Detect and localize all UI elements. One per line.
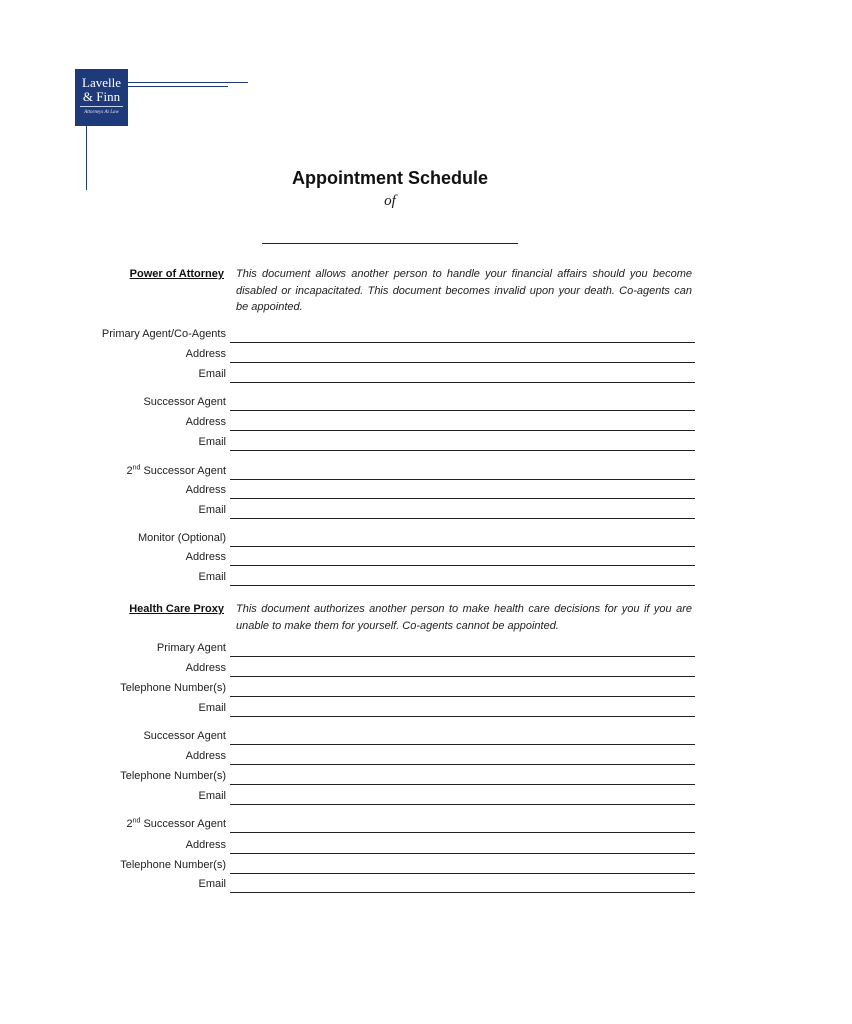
field-input-line[interactable]	[230, 450, 695, 451]
field-label-text: Email	[198, 504, 226, 516]
field-label	[40, 436, 226, 449]
field-label	[40, 551, 226, 564]
field-label	[40, 532, 226, 545]
page-title: Appointment Schedule	[291, 168, 488, 188]
field-label	[40, 571, 226, 584]
field-label-text: Email	[198, 878, 226, 890]
field-label	[40, 484, 226, 497]
field-label	[40, 465, 226, 478]
field-input-line[interactable]	[230, 546, 695, 547]
field-label	[40, 839, 226, 852]
field-label	[40, 818, 226, 831]
field-label	[40, 750, 226, 763]
field-input-line[interactable]	[230, 382, 695, 383]
field-label	[40, 662, 226, 675]
field-label	[40, 878, 226, 891]
field-label-text: Successor Agent	[140, 465, 226, 477]
field-label-text: Address	[185, 551, 226, 563]
field-input-line[interactable]	[230, 362, 695, 363]
field-label-text: Successor Agent	[143, 730, 226, 742]
field-label-ordinal-suffix: nd	[132, 464, 141, 472]
field-input-line[interactable]	[230, 696, 695, 697]
field-label-text: Telephone Number(s)	[120, 770, 226, 782]
field-input-line[interactable]	[230, 430, 695, 431]
header-rule-secondary	[128, 86, 228, 87]
field-input-line[interactable]	[230, 716, 695, 717]
field-label	[40, 642, 226, 655]
field-input-line[interactable]	[230, 784, 695, 785]
field-label	[40, 770, 226, 783]
field-label	[40, 790, 226, 803]
field-label	[40, 682, 226, 695]
field-input-line[interactable]	[230, 676, 695, 677]
field-label-text: Address	[185, 484, 226, 496]
field-label-text: Email	[198, 436, 226, 448]
section-description-power-of-attorney: This document allows another person to handle your financial affairs should you become disabled or incapacitated. This document becomes invalid upon your death. Co-agents can be appointed.	[236, 268, 692, 313]
field-label	[40, 328, 226, 341]
field-label-text: Email	[198, 790, 226, 802]
field-label	[40, 416, 226, 429]
field-input-line[interactable]	[230, 410, 695, 411]
field-label-text: Email	[198, 368, 226, 380]
header-rule	[128, 82, 248, 83]
firm-logo	[75, 69, 128, 126]
field-input-line[interactable]	[230, 853, 695, 854]
field-input-line[interactable]	[230, 892, 695, 893]
field-label-text: Address	[185, 839, 226, 851]
field-input-line[interactable]	[230, 832, 695, 833]
field-label-text: Monitor (Optional)	[137, 532, 226, 544]
section-description-health-care-proxy: This document authorizes another person to make health care decisions for you if you are unable to make them for yourself. Co-agents cannot be appointed.	[236, 603, 692, 632]
logo-text-line2: & Finn	[82, 89, 121, 104]
field-label-text: Address	[185, 750, 226, 762]
page-subtitle: of	[384, 193, 396, 209]
field-label-text: Successor Agent	[143, 396, 226, 408]
field-label	[40, 702, 226, 715]
field-input-line[interactable]	[230, 565, 695, 566]
field-input-line[interactable]	[230, 342, 695, 343]
field-label-text: Address	[185, 416, 226, 428]
field-input-line[interactable]	[230, 585, 695, 586]
logo-divider	[80, 106, 123, 107]
field-label-text: Email	[198, 702, 226, 714]
field-input-line[interactable]	[230, 656, 695, 657]
field-label	[40, 396, 226, 409]
field-label-text: Telephone Number(s)	[120, 859, 226, 871]
client-name-line[interactable]	[262, 243, 518, 244]
logo-text-line1: Lavelle	[82, 75, 121, 90]
field-input-line[interactable]	[230, 873, 695, 874]
field-label-text: Email	[198, 571, 226, 583]
field-input-line[interactable]	[230, 744, 695, 745]
field-label	[40, 348, 226, 361]
field-label-text: Address	[185, 662, 226, 674]
field-label-text: Successor Agent	[140, 818, 226, 830]
field-label-ordinal: 2	[126, 465, 133, 477]
field-label-ordinal: 2	[126, 818, 133, 830]
field-label-text: Telephone Number(s)	[120, 682, 226, 694]
field-label	[40, 504, 226, 517]
field-input-line[interactable]	[230, 804, 695, 805]
logo-tagline: Attorneys At Law	[84, 110, 119, 115]
field-input-line[interactable]	[230, 498, 695, 499]
field-label-text: Primary Agent/Co-Agents	[101, 328, 226, 340]
section-heading-health-care-proxy: Health Care Proxy	[129, 603, 224, 615]
field-label	[40, 730, 226, 743]
field-input-line[interactable]	[230, 764, 695, 765]
field-label-ordinal-suffix: nd	[132, 817, 141, 825]
field-label	[40, 368, 226, 381]
field-label-text: Primary Agent	[156, 642, 226, 654]
header-vertical-rule	[86, 126, 87, 190]
field-label-text: Address	[185, 348, 226, 360]
field-input-line[interactable]	[230, 518, 695, 519]
field-input-line[interactable]	[230, 479, 695, 480]
field-label	[40, 859, 226, 872]
section-heading-power-of-attorney: Power of Attorney	[129, 268, 224, 280]
